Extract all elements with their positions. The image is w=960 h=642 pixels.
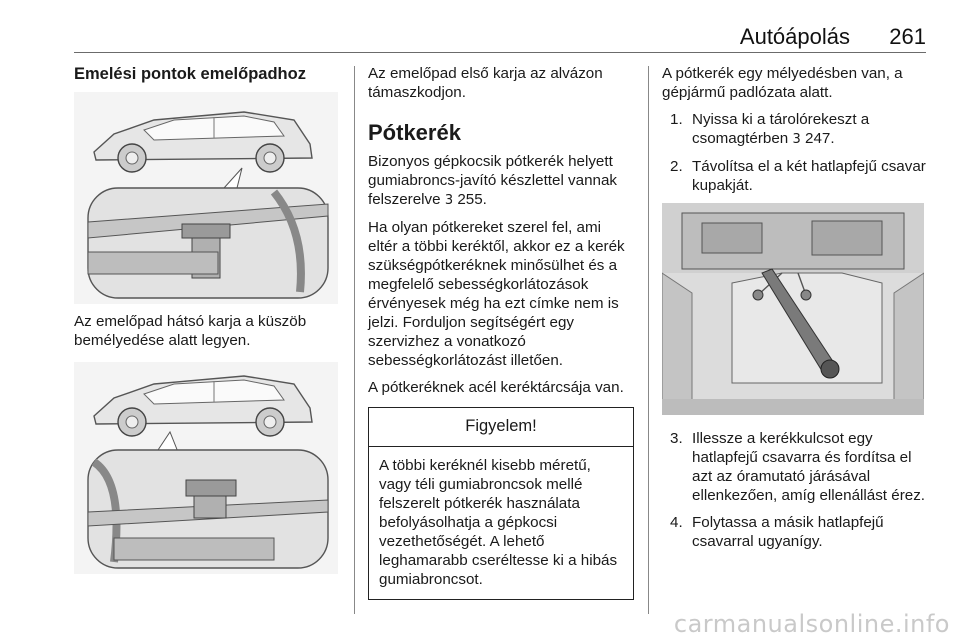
list-item: 3. Illessze a kerékkulcsot egy hatlapfejű csavarra és fordítsa el azt az óramutató járásával ellenkezően, amíg ellenállást érez. [670, 430, 926, 504]
section-heading-spare-wheel: Pótkerék [368, 120, 461, 145]
warning-box [368, 407, 634, 600]
section-title: Autóápolás [739, 24, 850, 49]
column-divider [648, 66, 649, 614]
page-reference-icon: 3 [444, 193, 454, 208]
page-number: 261 [889, 24, 926, 49]
paragraph: Bizonyos gépkocsik pótkerék helyett gumiabroncs-javító készlettel vannak felszerelve 3 255. [368, 153, 618, 208]
column-divider [354, 66, 355, 614]
list-item: 4. Folytassa a másik hatlapfejű csavarral ugyanígy. [670, 514, 884, 550]
column-2 [368, 64, 634, 600]
paragraph: Az emelőpad első karja az alvázon támaszkodjon. [368, 65, 603, 101]
paragraph: A pótkeréknek acél keréktárcsája van. [368, 379, 624, 396]
list-item: 2. Távolítsa el a két hatlapfejű csavar kupakját. [670, 158, 926, 194]
trunk-spare-wheel-illustration [662, 203, 924, 415]
list-item: 1. Nyissa ki a tárolórekeszt a csomagtérben 3 247. [670, 111, 870, 147]
warning-title: Figyelem! [369, 408, 633, 447]
lift-rear-illustration [74, 362, 338, 574]
figure-caption: Az emelőpad hátsó karja a küszöb bemélyedése alatt legyen. [74, 313, 307, 349]
page-reference-icon: 3 [792, 132, 801, 147]
section-heading: Emelési pontok emelőpadhoz [74, 65, 306, 83]
column-3 [662, 64, 930, 559]
lift-front-illustration [74, 92, 338, 304]
steps-list-1 [662, 110, 930, 195]
warning-body: A többi keréknél kisebb méretű, vagy téli gumiabroncsok mellé felszerelt pótkerék használata befolyásolhatja a gépkocsi vezethetőségét. A lehető leghamarabb cseréltesse ki a hibás gumiabroncsot. [379, 457, 618, 588]
page-header [74, 0, 926, 53]
page-reference-link[interactable]: 247. [805, 130, 835, 147]
column-1 [74, 64, 342, 574]
watermark: carmanualsonline.info [673, 610, 950, 638]
paragraph: Ha olyan pótkereket szerel fel, ami eltér a többi keréktől, akkor ez a kerék szükségpótkeréknek minősülhet és a megfelelő sebességkorlátozások érvényesek még ha ezt címke nem is jelzi. Forduljon segítségért egy szervizhez a vonatkozó sebességkorlátozást illetően. [368, 219, 625, 369]
steps-list-2 [662, 429, 930, 551]
page-reference-link[interactable]: 255. [457, 191, 487, 208]
paragraph: A pótkerék egy mélyedésben van, a gépjármű padlózata alatt. [662, 65, 903, 101]
